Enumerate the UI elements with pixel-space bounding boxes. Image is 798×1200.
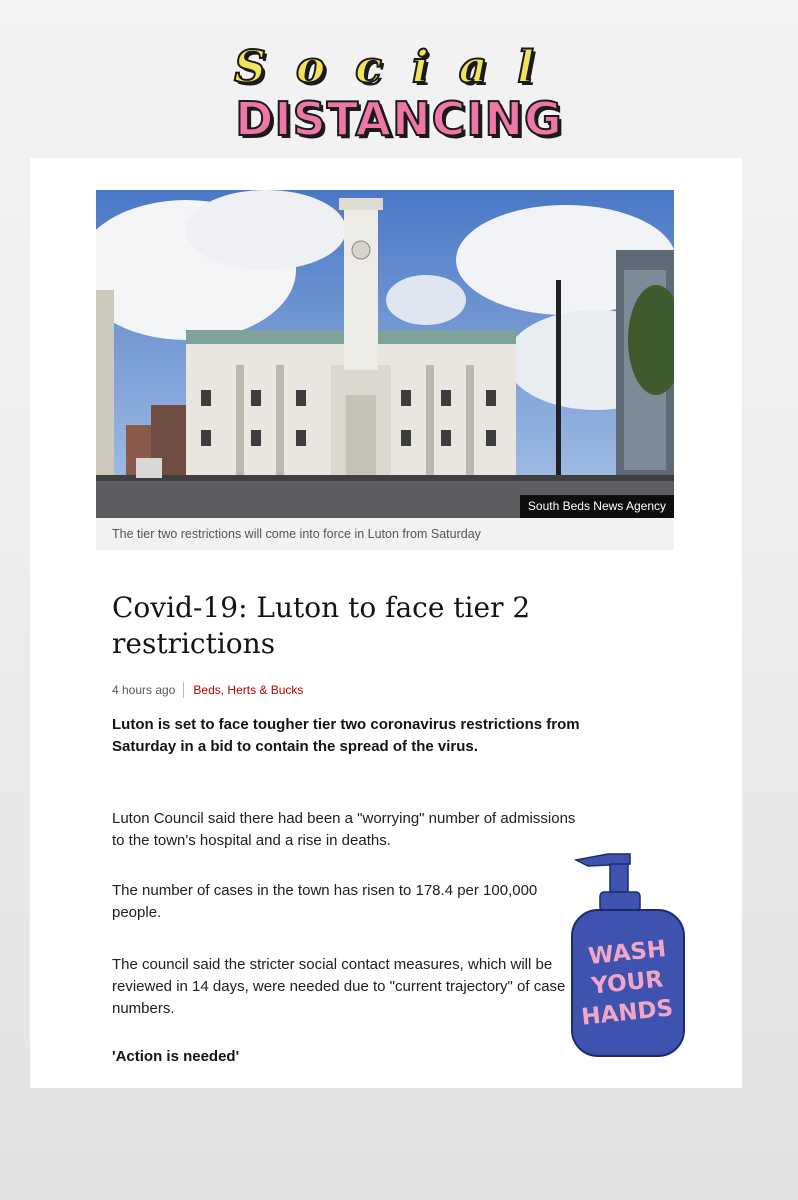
image-credit: South Beds News Agency <box>520 495 674 518</box>
social-sticker-text: Social <box>234 42 564 93</box>
image-caption: The tier two restrictions will come into force in Luton from Saturday <box>96 518 674 550</box>
article-headline: Covid-19: Luton to face tier 2 restrictions <box>112 591 531 660</box>
town-hall-illustration <box>96 190 674 518</box>
article-subheading: 'Action is needed' <box>112 1048 240 1065</box>
wash-hands-soap-sticker <box>568 848 690 1058</box>
article-paragraph-3: The council said the stricter social contact measures, which will be reviewed in 14 days, were needed due to "current trajectory" of case numbers. <box>112 956 566 1017</box>
article-paragraph-1: Luton Council said there had been a "worrying" number of admissions to the town's hospital and a rise in deaths. <box>112 810 576 849</box>
soap-line-1: WASH <box>587 936 668 971</box>
article-summary: Luton is set to face tougher tier two coronavirus restrictions from Saturday in a bid to contain the spread of the virus. <box>112 716 580 755</box>
section-link[interactable]: Beds, Herts & Bucks <box>193 683 304 697</box>
article-meta <box>112 682 303 698</box>
soap-line-2: YOUR <box>590 966 665 1000</box>
timestamp: 4 hours ago <box>112 683 176 697</box>
article-photo <box>96 190 674 518</box>
distancing-sticker-text: DISTANCING <box>235 92 563 146</box>
soap-line-3: HANDS <box>580 995 675 1031</box>
article-paragraph-2: The number of cases in the town has risen to 178.4 per 100,000 people. <box>112 882 538 921</box>
meta-divider <box>183 682 184 698</box>
